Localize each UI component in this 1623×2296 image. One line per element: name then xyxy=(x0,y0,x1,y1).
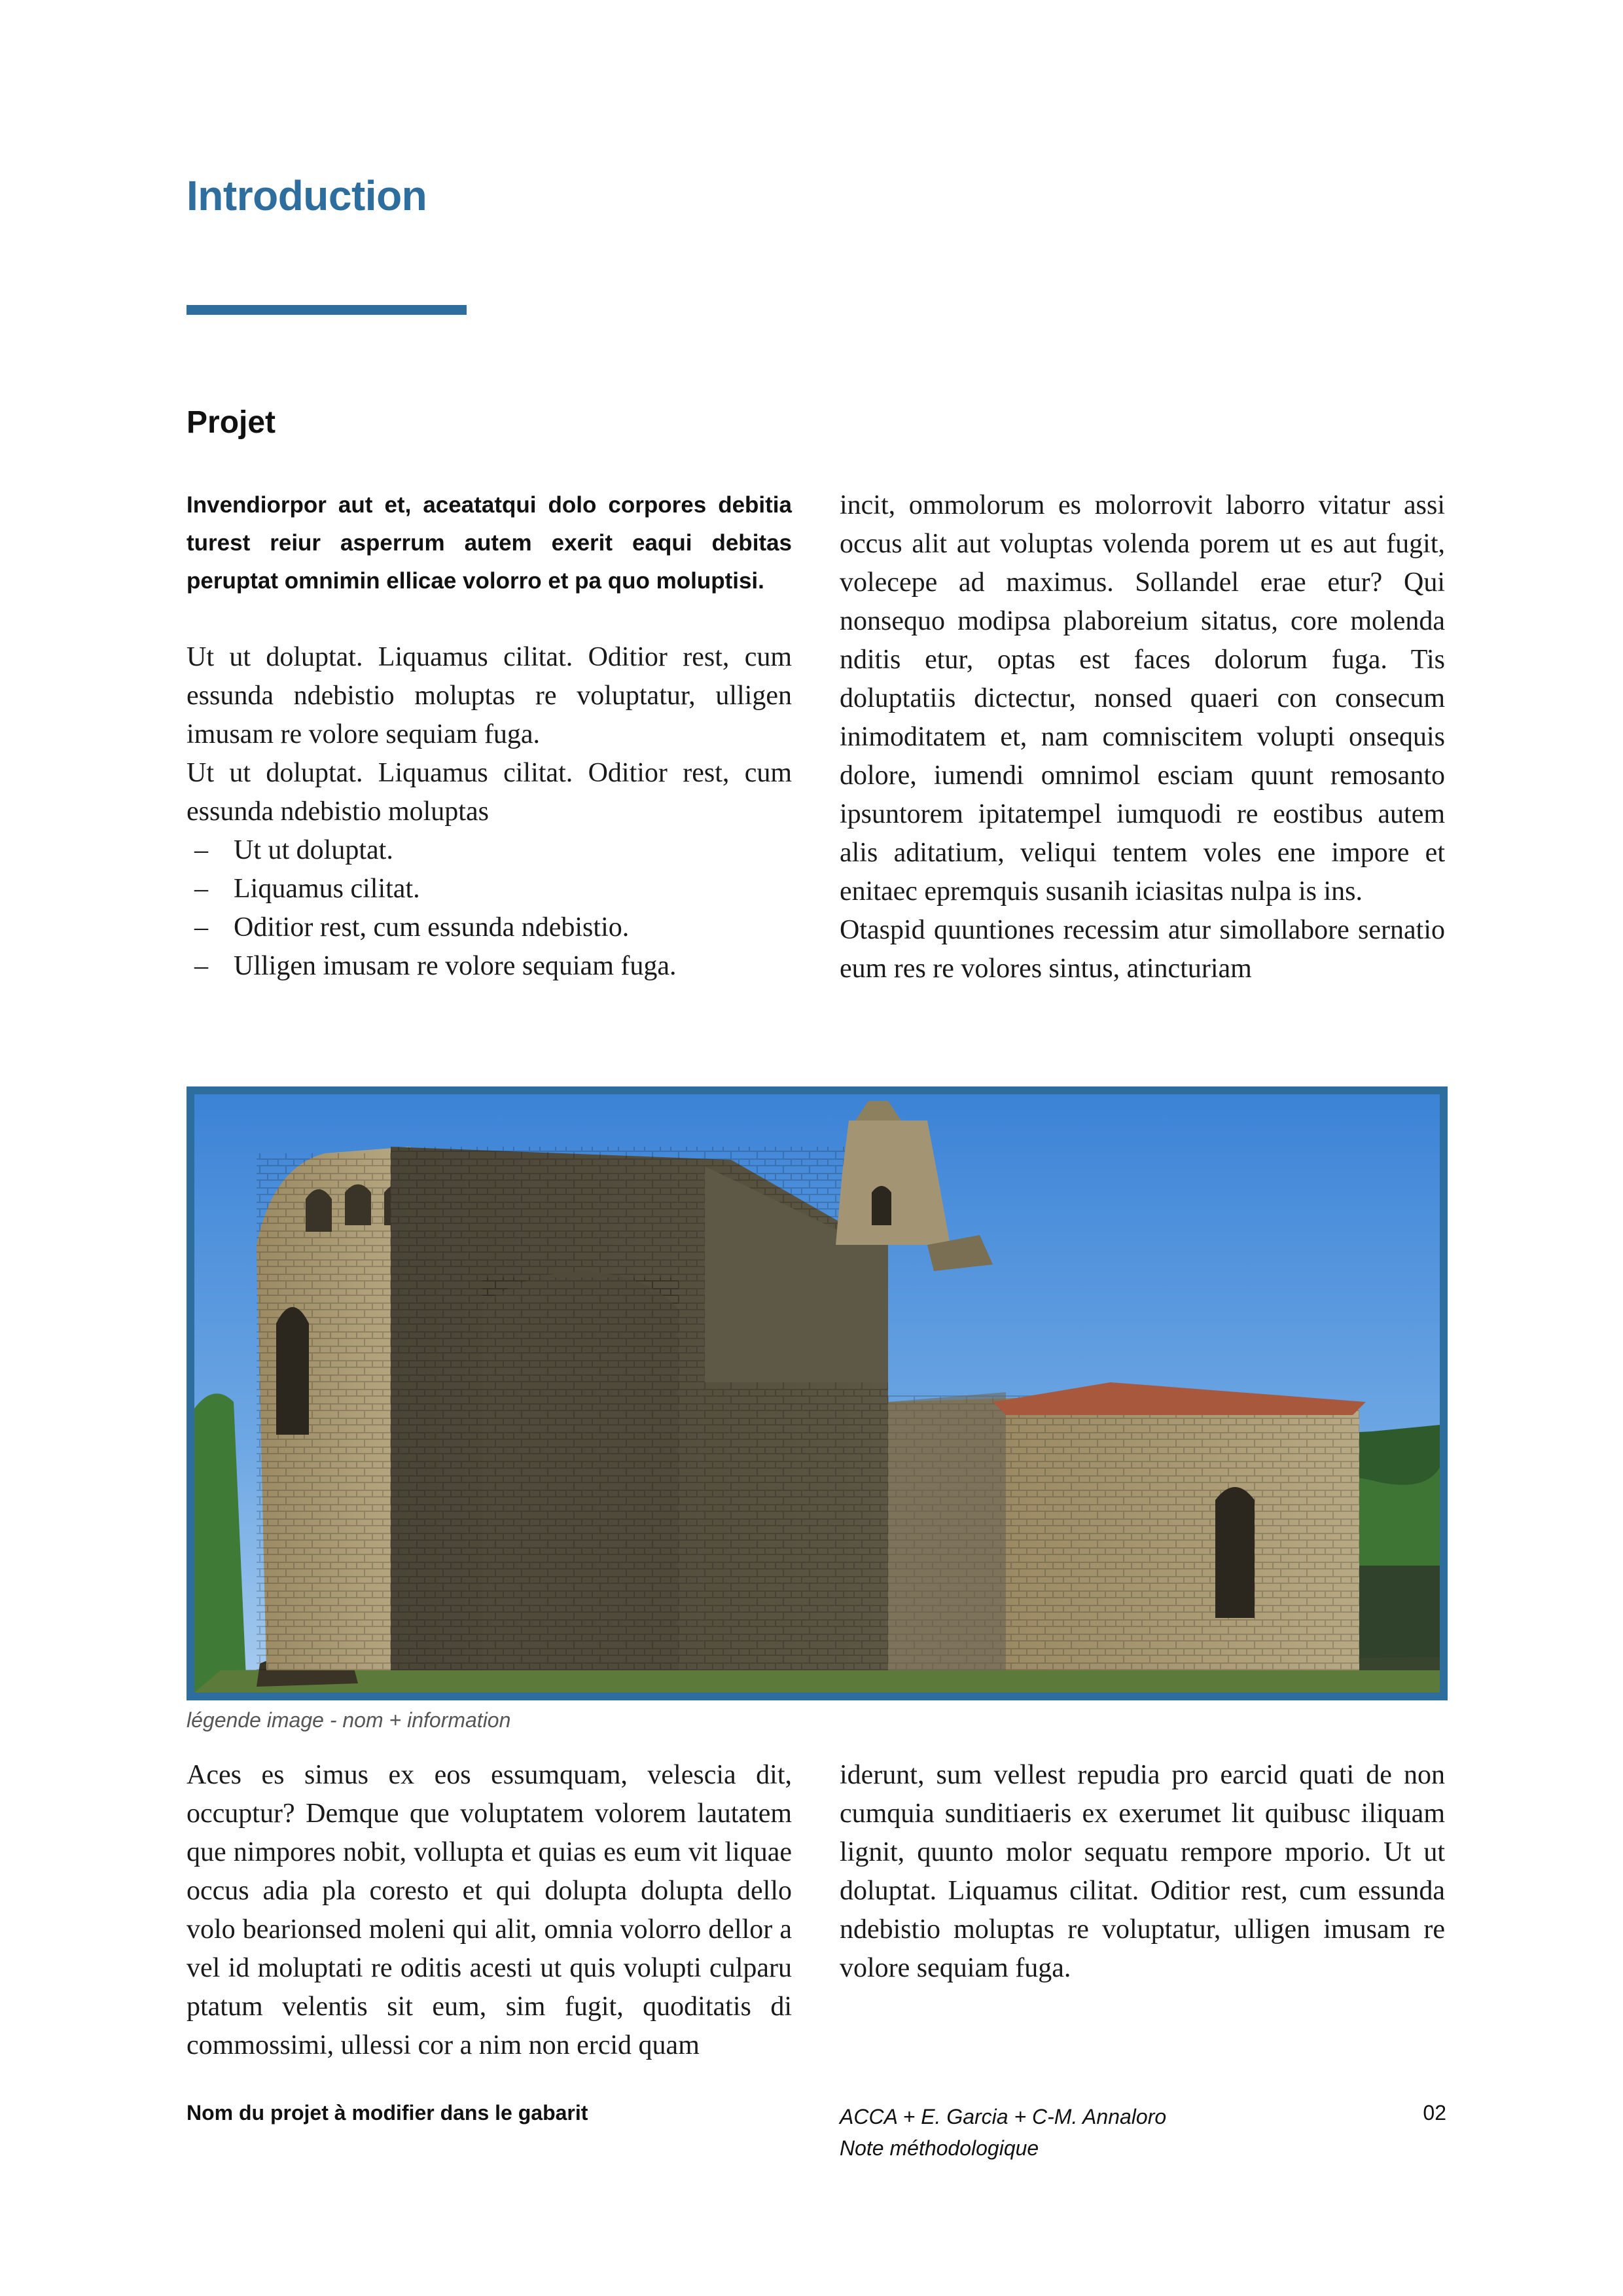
left-column-bottom xyxy=(187,1756,792,2065)
right-column-bottom xyxy=(840,1756,1445,1988)
page-title: Introduction xyxy=(187,172,427,219)
right-column-top xyxy=(840,486,1445,988)
body-paragraph: incit, ommolorum es molorrovit laborro vitatur assi occus alit aut voluptas volenda porem ut es aut fugit, volecepe ad maximus. Sollandel erae etur? Qui nonsequo modipsa plaboreium sitatus, core molenda nditis etur, optas est faces dolorum fuga. Tis doluptatiis dictectur, nonsed quaeri con consecum inimoditatem et, nam comniscitem volupti onsequis dolore, iumendi omnimol esciam quunt remosanto ipsuntorem ipitatempel iumquodi re eostibus autem alis aditatium, veliqui tentem voles ene impore et enitaec epremquis susanih iciasitas nulpa is ins. xyxy=(840,490,1445,906)
footer-authors: ACCA + E. Garcia + C-M. Annaloro xyxy=(840,2105,1167,2128)
footer-doc-type: Note méthodologique xyxy=(840,2136,1039,2160)
section-title: Projet xyxy=(187,405,276,440)
body-paragraph: Ut ut doluptat. Liquamus cilitat. Oditior rest, cum essunda ndebistio moluptas xyxy=(187,758,792,827)
body-paragraph: Otaspid quuntiones recessim atur simollabore sernatio eum res re volores sintus, atincturiam xyxy=(840,915,1445,984)
church-photo-illustration xyxy=(194,1094,1440,1693)
body-paragraph: Ut ut doluptat. Liquamus cilitat. Oditior rest, cum essunda ndebistio moluptas re voluptatur, ulligen imusam re volore sequiam fuga. xyxy=(187,642,792,749)
bullet-item: – Ulligen imusam re volore sequiam fuga. xyxy=(187,947,792,986)
church-photo xyxy=(187,1086,1448,1700)
title-underline xyxy=(187,305,467,315)
lead-paragraph: Invendiorpor aut et, aceatatqui dolo corpores debitia turest reiur asperrum autem exerit eaqui debitas peruptat omnimin ellicae volorro et pa quo moluptisi. xyxy=(187,492,792,594)
body-paragraph: Aces es simus ex eos essumquam, velescia dit, occuptur? Demque que voluptatem volorem lautatem que nimpores nobit, vollupta et quias es eum vit liquae occus adia pla coresto et qui dolupta dolupta dello volo bearionsed moleni qui alit, omnia volorro dellor a vel id moluptati re oditis acesti ut quis volupti culparu ptatum velentis sit eum, sim fugit, quoditatis di commossimi, ullessi cor a nim non ercid quam xyxy=(187,1760,792,2060)
body-paragraph: iderunt, sum vellest repudia pro earcid quati de non cumquia sunditiaeris ex exerumet lit quibusc iliquam lignit, quunto molor sequatu rempore mporio. Ut ut doluptat. Liquamus cilitat. Oditior rest, cum essunda ndebistio moluptas re voluptatur, ulligen imusam re volore sequiam fuga. xyxy=(840,1760,1445,1983)
bullet-item: – Ut ut doluptat. xyxy=(187,831,792,870)
page-number: 02 xyxy=(1423,2101,1446,2125)
footer-project-name: Nom du projet à modifier dans le gabarit xyxy=(187,2101,588,2125)
bullet-item: – Liquamus cilitat. xyxy=(187,870,792,908)
bullet-list xyxy=(187,831,792,986)
image-caption: légende image - nom + information xyxy=(187,1708,511,1732)
left-column-top xyxy=(187,486,792,986)
footer-credits xyxy=(840,2101,1166,2164)
bullet-item: – Oditior rest, cum essunda ndebistio. xyxy=(187,908,792,947)
